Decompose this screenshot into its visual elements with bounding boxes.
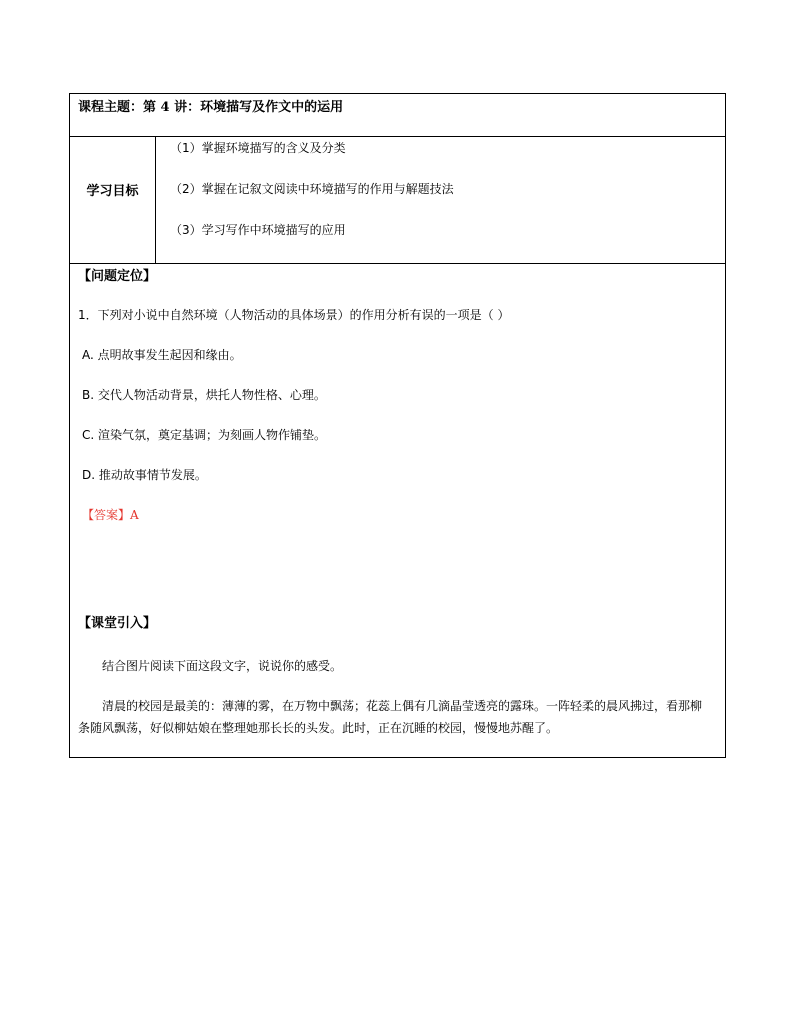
problem-section [70, 266, 725, 757]
option-b: B. 交代人物活动背景，烘托人物性格、心理。 [82, 388, 326, 402]
lesson-document [69, 93, 726, 758]
intro-passage: 清晨的校园是最美的：薄薄的雾，在万物中飘荡；花蕊上偶有几滴晶莹透亮的露珠。一阵轻柔的晨风拂过，看那柳条随风飘荡，好似柳姑娘在整理她那长长的头发。此时，正在沉睡的校园，慢慢地苏醒了。 [78, 699, 703, 735]
goal-item: （2）掌握在记叙文阅读中环境描写的作用与解题技法 [170, 182, 454, 196]
problem-heading: 【问题定位】 [78, 269, 157, 284]
course-topic: 课程主题：第 4 讲：环境描写及作文中的运用 [70, 94, 725, 137]
answer-tag: 【答案】 [82, 508, 131, 522]
intro-prompt: 结合图片阅读下面这段文字，说说你的感受。 [102, 659, 343, 673]
answer-line [78, 505, 717, 525]
goal-item: （1）掌握环境描写的含义及分类 [170, 141, 346, 155]
intro-heading: 【课堂引入】 [78, 616, 157, 631]
option-c: C. 渲染气氛，奠定基调；为刻画人物作铺垫。 [82, 428, 327, 442]
option-a: A. 点明故事发生起因和缘由。 [82, 348, 242, 362]
question-text: 1．下列对小说中自然环境（人物活动的具体场景）的作用分析有误的一项是（ ） [78, 308, 510, 322]
learning-goals-label: 学习目标 [70, 137, 156, 263]
goal-item: （3）学习写作中环境描写的应用 [170, 223, 346, 237]
learning-goals-list [156, 137, 454, 263]
learning-goals-row [70, 137, 725, 264]
option-d: D. 推动故事情节发展。 [82, 468, 207, 482]
answer-value: A [130, 508, 139, 522]
